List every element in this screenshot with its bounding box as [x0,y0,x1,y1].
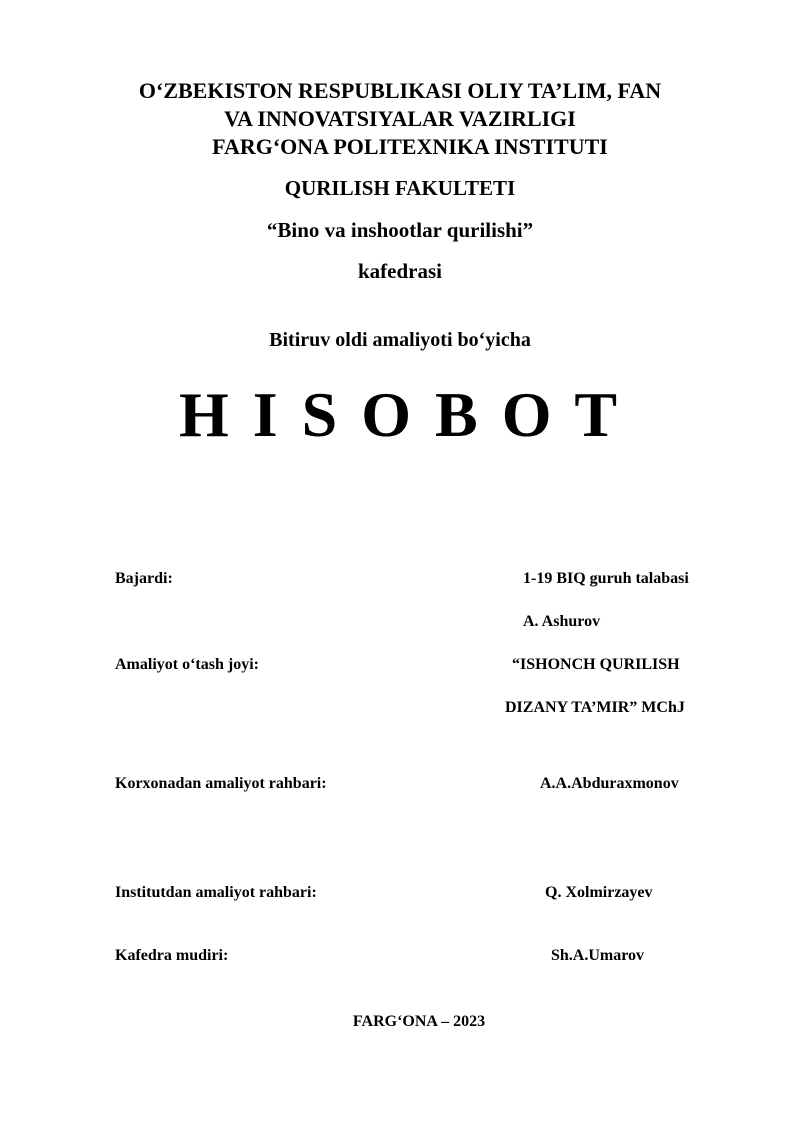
department-name: “Bino va inshootlar qurilishi” [266,218,534,242]
city-year: FARG‘ONA – 2023 [352,1013,486,1030]
head-of-department-name: Sh.A.Umarov [551,947,645,964]
report-subtitle: Bitiruv oldi amaliyoti bo‘yicha [269,329,531,351]
ministry-line-2: VA INNOVATSIYALAR VAZIRLIGI [224,106,576,131]
company-supervisor-label: Korxonadan amaliyot rahbari: [115,775,327,792]
report-title: H I S O B O T [178,379,622,450]
faculty-name: QURILISH FAKULTETI [284,176,516,200]
head-of-department-label: Kafedra mudiri: [115,947,229,964]
department-word: kafedrasi [358,259,442,283]
bajardi-label: Bajardi: [115,570,173,587]
institute-name: FARG‘ONA POLITEXNIKA INSTITUTI [212,134,608,159]
practice-place-line-2: DIZANY TA’MIR” MChJ [505,699,685,716]
practice-place-label: Amaliyot o‘tash joyi: [115,656,259,673]
practice-place-line-1: “ISHONCH QURILISH [512,656,680,673]
ministry-line-1: O‘ZBEKISTON RESPUBLIKASI OLIY TA’LIM, FAN [138,78,662,103]
institute-supervisor-label: Institutdan amaliyot rahbari: [115,884,317,901]
bajardi-group: 1-19 BIQ guruh talabasi [523,570,689,587]
company-supervisor-name: A.A.Abduraxmonov [540,775,679,792]
student-name: A. Ashurov [523,613,601,630]
institute-supervisor-name: Q. Xolmirzayev [545,884,653,901]
